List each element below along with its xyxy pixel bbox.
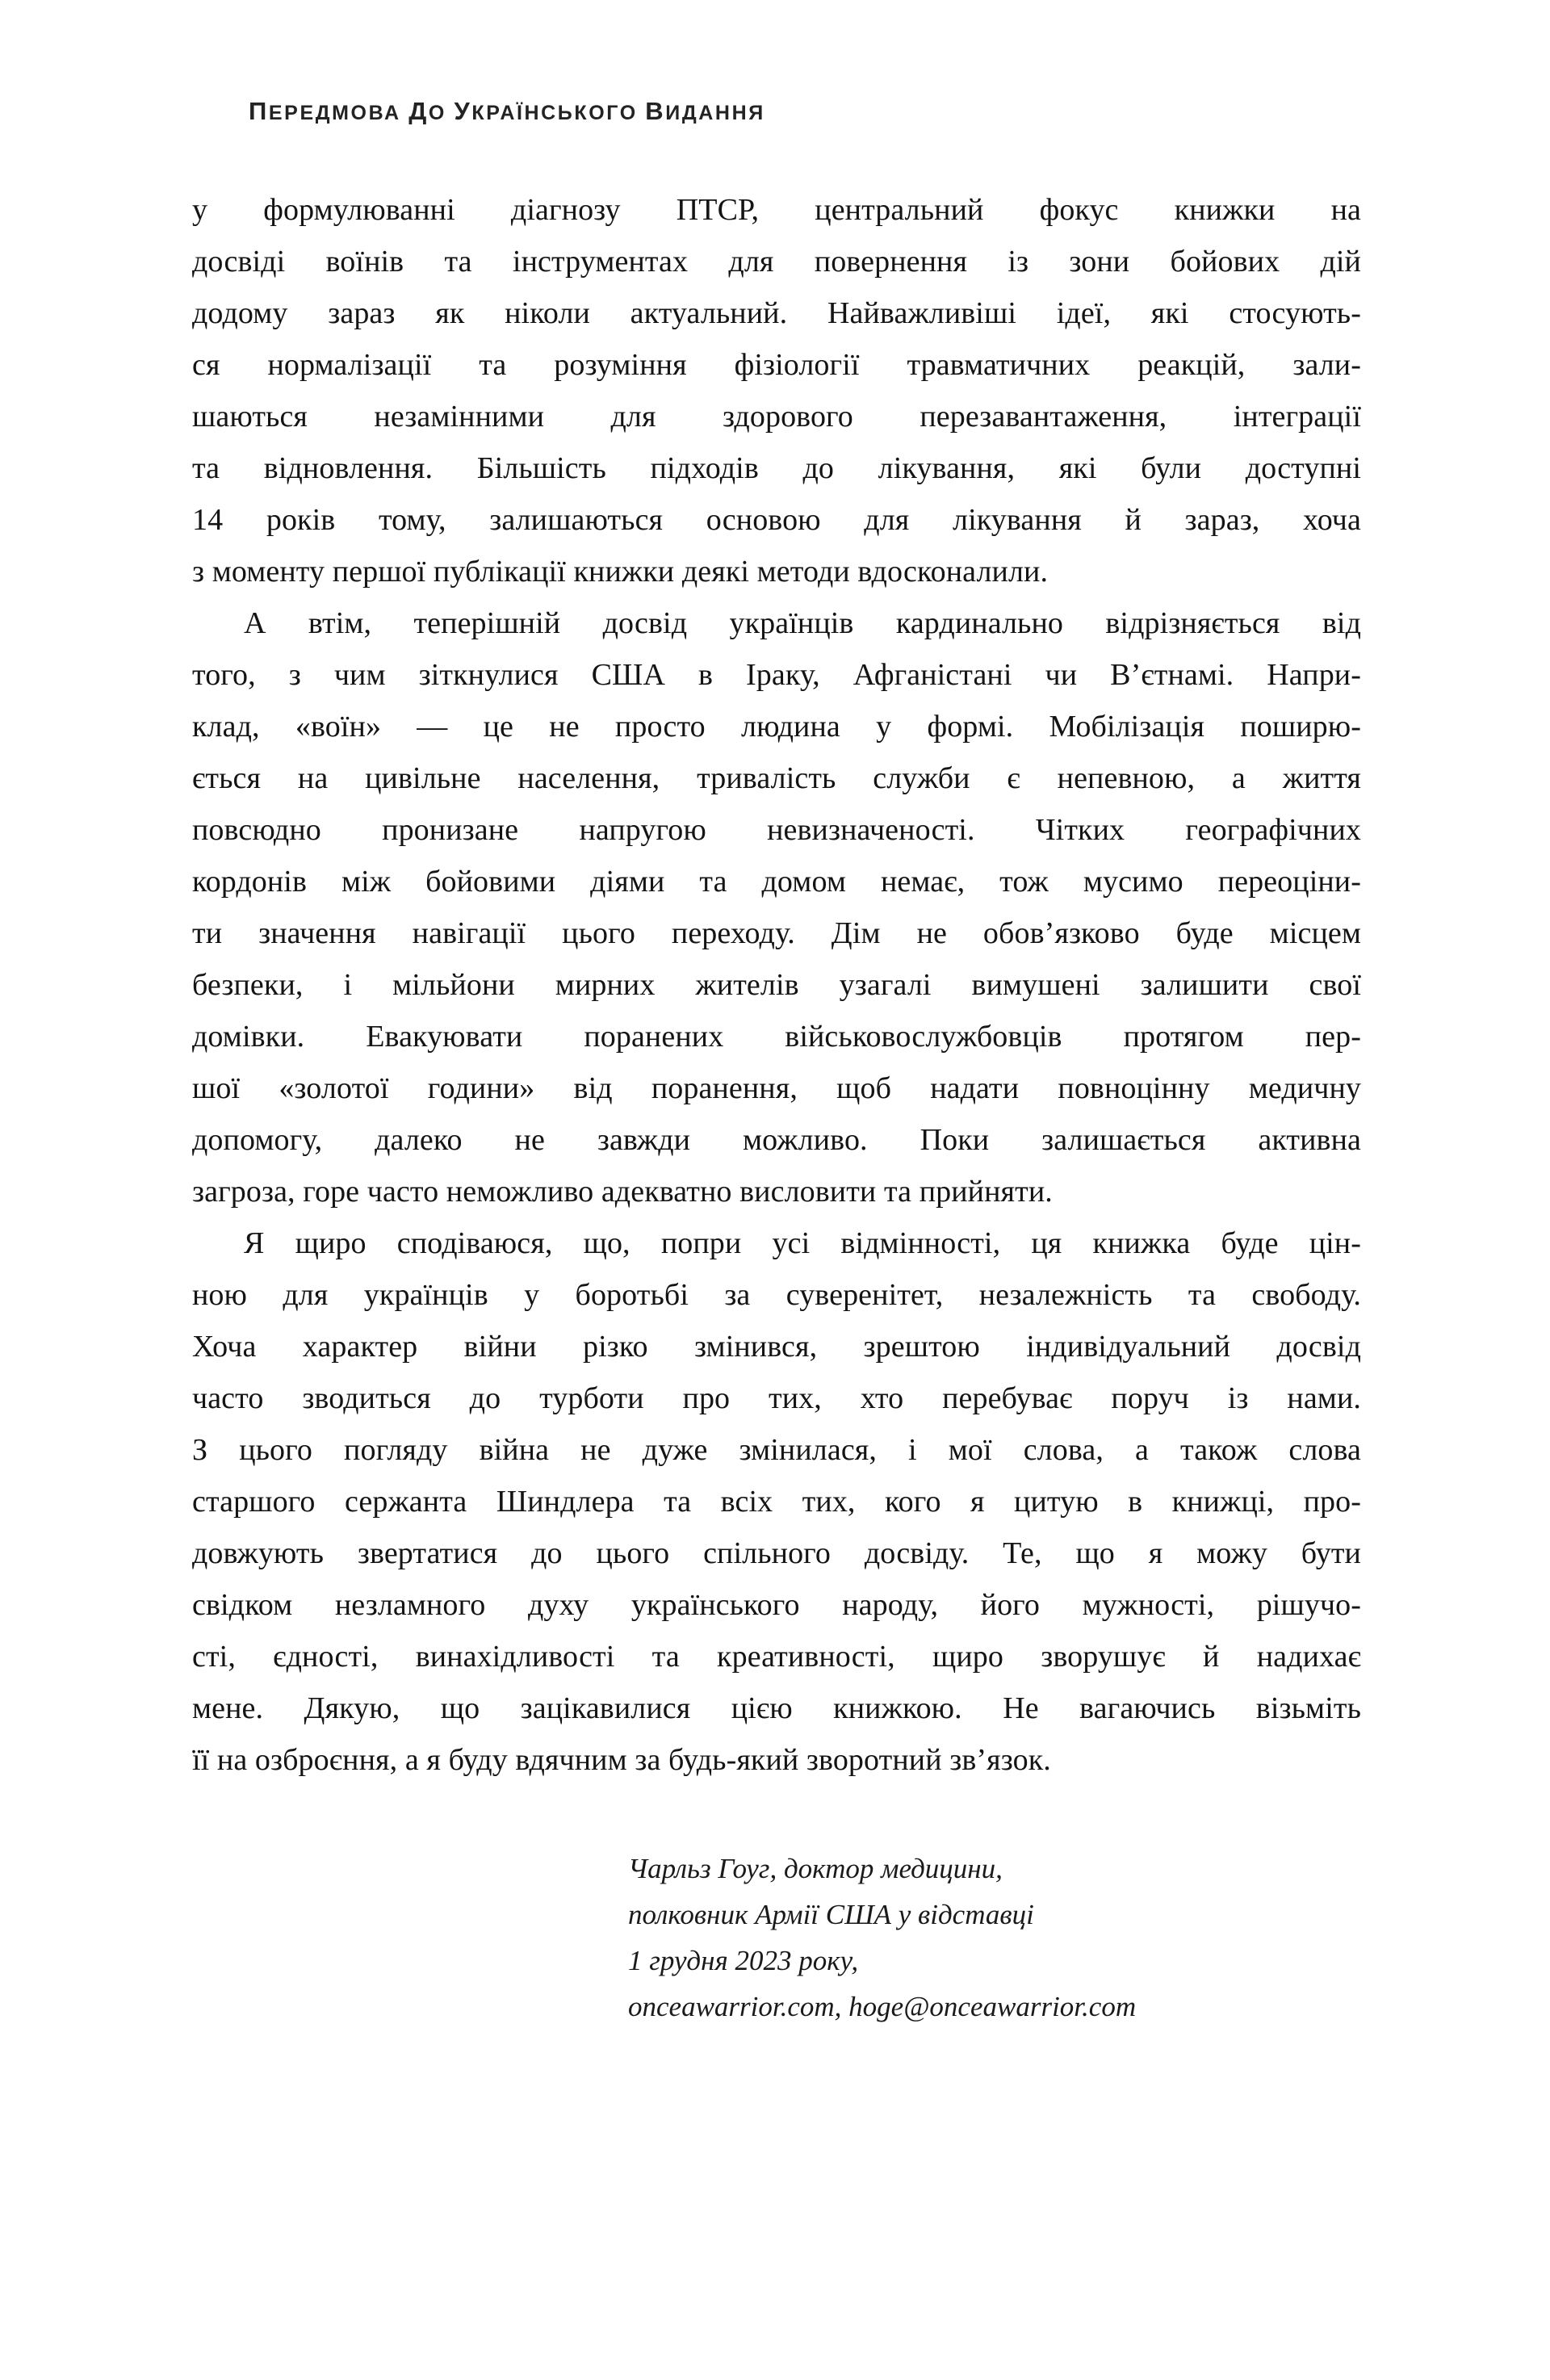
text-line: її на озброєння, а я буду вдячним за будь-який зворотний зв’язок.: [192, 1743, 1051, 1777]
text-line: та відновлення. Більшість підходів до лікування, які були доступні: [192, 451, 1361, 485]
signature-date: 1 грудня 2023 року,: [628, 1945, 859, 1976]
text-line: кордонів між бойовими діями та домом немає, тож мусимо переоціни-: [192, 865, 1361, 899]
text-line: безпеки, і мільйони мирних жителів узагалі вимушені залишити свої: [192, 968, 1361, 1002]
text-line: А втім, теперішній досвід українців кардинально відрізняється від: [244, 606, 1361, 640]
text-line: мене. Дякую, що зацікавилися цією книжкою. Не вагаючись візьміть: [192, 1691, 1361, 1725]
text-line: свідком незламного духу українського народу, його мужності, рішучо-: [192, 1588, 1361, 1622]
signature-rank: полковник Армії США у відставці: [628, 1899, 1034, 1930]
text-line: домівки. Евакуювати поранених військовослужбовців протягом пер-: [192, 1020, 1361, 1054]
text-line: клад, «воїн» — це не просто людина у формі. Мобілізація поширю-: [192, 710, 1361, 744]
signature-contact: onceawarrior.com, hoge@onceawarrior.com: [628, 1991, 1137, 2022]
text-line: часто зводиться до турботи про тих, хто перебуває поруч із нами.: [192, 1381, 1361, 1415]
text-line: загроза, горе часто неможливо адекватно висловити та прийняти.: [192, 1175, 1053, 1209]
page-content: [192, 97, 1361, 2030]
text-line: З цього погляду війна не дуже змінилася, і мої слова, а також слова: [192, 1433, 1361, 1467]
text-line: Хоча характер війни різко змінився, зрештою індивідуальний досвід: [192, 1330, 1361, 1364]
text-line: ною для українців у боротьбі за суверенітет, незалежність та свободу.: [192, 1278, 1361, 1312]
text-line: того, з чим зіткнулися США в Іраку, Афганістані чи В’єтнамі. Напри-: [192, 658, 1361, 692]
text-line: ти значення навігації цього переходу. Дім не обов’язково буде місцем: [192, 916, 1361, 950]
text-line: ся нормалізації та розуміння фізіології травматичних реакцій, зали-: [192, 348, 1361, 382]
paragraph-2: [192, 597, 1361, 1217]
running-head: ПЕРЕДМОВА ДО УКРАЇНСЬКОГО ВИДАННЯ: [249, 97, 765, 125]
paragraph-1: [192, 184, 1361, 597]
text-line: шої «золотої години» від поранення, щоб надати повноцінну медичну: [192, 1071, 1361, 1105]
text-line: Я щиро сподіваюся, що, попри усі відмінності, ця книжка буде цін-: [244, 1226, 1361, 1260]
body-text: [192, 184, 1361, 1786]
text-line: старшого сержанта Шиндлера та всіх тих, кого я цитую в книжці, про-: [192, 1485, 1361, 1519]
text-line: повсюдно пронизане напругою невизначеності. Чітких географічних: [192, 813, 1361, 847]
text-line: 14 років тому, залишаються основою для лікування й зараз, хоча: [192, 503, 1361, 537]
text-line: у формулюванні діагнозу ПТСР, центральний фокус книжки на: [192, 193, 1361, 227]
text-line: досвіді воїнів та інструментах для повернення із зони бойових дій: [192, 245, 1361, 279]
text-line: допомогу, далеко не завжди можливо. Поки залишається активна: [192, 1123, 1361, 1157]
signature-author: Чарльз Гоуг, доктор медицини,: [628, 1853, 1003, 1884]
text-line: ється на цивільне населення, тривалість служби є непевною, а життя: [192, 761, 1361, 795]
paragraph-3: [192, 1217, 1361, 1786]
text-line: з моменту першої публікації книжки деякі методи вдосконалили.: [192, 555, 1049, 589]
text-line: додому зараз як ніколи актуальний. Найважливіші ідеї, які стосують-: [192, 296, 1361, 330]
text-line: довжують звертатися до цього спільного досвіду. Те, що я можу бути: [192, 1536, 1361, 1570]
text-line: сті, єдності, винахідливості та креативності, щиро зворушує й надихає: [192, 1640, 1361, 1674]
text-line: шаються незамінними для здорового перезавантаження, інтеграції: [192, 400, 1361, 434]
signature-block: [628, 1846, 1361, 2030]
